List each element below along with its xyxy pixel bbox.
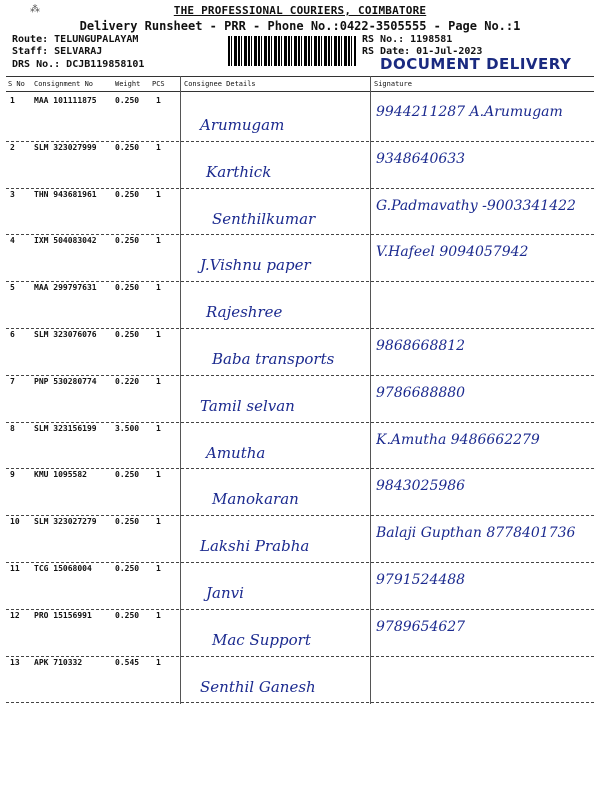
table-row-divider bbox=[6, 562, 594, 563]
row-signature: 9791524488 bbox=[376, 572, 466, 588]
column-divider bbox=[370, 76, 371, 704]
row-consignee-handwritten: Baba transports bbox=[212, 350, 335, 368]
row-consignment-number: SLM 323027999 bbox=[34, 142, 97, 152]
row-consignment-number: TCG 15068004 bbox=[34, 564, 92, 573]
row-consignee-handwritten: J.Vishnu paper bbox=[200, 256, 311, 275]
row-pieces: 1 bbox=[156, 564, 161, 573]
table-row-divider bbox=[6, 609, 594, 610]
row-consignee-handwritten: Arumugam bbox=[200, 116, 285, 134]
table-row-divider bbox=[6, 702, 594, 703]
row-sno: 5 bbox=[10, 283, 15, 293]
table-row-divider bbox=[6, 188, 594, 189]
header-bottom-rule bbox=[6, 91, 594, 92]
row-sno: 12 bbox=[10, 610, 20, 620]
row-sno: 10 bbox=[10, 517, 20, 527]
row-pieces: 1 bbox=[156, 657, 161, 667]
row-sno: 7 bbox=[10, 376, 15, 386]
table-row-divider bbox=[6, 656, 594, 657]
row-consignment-number: IXM 504083042 bbox=[34, 236, 97, 246]
table-row-divider bbox=[6, 281, 594, 282]
row-weight: 0.250 bbox=[115, 96, 140, 105]
row-consignee-handwritten: Tamil selvan bbox=[200, 396, 295, 415]
row-sno: 6 bbox=[10, 330, 15, 339]
row-pieces: 1 bbox=[156, 517, 161, 527]
row-consignee-handwritten: Karthick bbox=[206, 162, 272, 181]
table-row-divider bbox=[6, 328, 594, 329]
row-consignee-handwritten: Senthil Ganesh bbox=[200, 677, 316, 696]
row-weight: 0.250 bbox=[115, 236, 140, 246]
row-sno: 1 bbox=[10, 96, 15, 105]
table-row-divider bbox=[6, 515, 594, 516]
runsheet-subtitle: Delivery Runsheet - PRR - Phone No.:0422-3505555 - Page No.:1 bbox=[79, 19, 521, 33]
row-weight: 0.250 bbox=[115, 517, 140, 527]
row-signature: K.Amutha 9486662279 bbox=[376, 431, 540, 448]
row-signature: 9868668812 bbox=[376, 338, 466, 354]
row-consignment-number: SLM 323156199 bbox=[34, 423, 97, 433]
table-row-divider bbox=[6, 422, 594, 423]
staff-label: Staff: SELVARAJ bbox=[12, 46, 103, 57]
col-weight: Weight bbox=[115, 80, 141, 88]
row-weight: 0.250 bbox=[115, 189, 140, 199]
row-signature: 9843025986 bbox=[376, 478, 466, 495]
col-sno: S No bbox=[8, 80, 25, 88]
row-weight: 0.250 bbox=[115, 470, 140, 480]
row-pieces: 1 bbox=[156, 236, 161, 246]
row-pieces: 1 bbox=[156, 142, 161, 152]
table-row-divider bbox=[6, 468, 594, 469]
row-weight: 0.250 bbox=[115, 610, 140, 620]
row-weight: 0.545 bbox=[115, 657, 140, 667]
rs-number: RS No.: 1198581 bbox=[362, 34, 453, 45]
drs-number: DRS No.: DCJB119858101 bbox=[12, 59, 145, 70]
row-weight: 0.250 bbox=[115, 283, 140, 293]
row-sno: 8 bbox=[10, 423, 15, 433]
row-sno: 11 bbox=[10, 564, 20, 573]
row-weight: 0.250 bbox=[115, 330, 140, 339]
row-sno: 2 bbox=[10, 142, 15, 152]
document-type-stamp: DOCUMENT DELIVERY bbox=[380, 55, 572, 73]
row-consignment-number: APK 710332 bbox=[34, 657, 83, 667]
table-row-divider bbox=[6, 375, 594, 376]
column-divider bbox=[180, 76, 181, 704]
row-sno: 9 bbox=[10, 470, 15, 480]
col-consignee: Consignee Details bbox=[184, 80, 256, 88]
row-pieces: 1 bbox=[156, 283, 161, 293]
row-pieces: 1 bbox=[156, 470, 161, 480]
col-pcs: PCS bbox=[152, 80, 165, 88]
row-consignment-number: THN 943681961 bbox=[34, 189, 97, 199]
row-sno: 4 bbox=[10, 236, 15, 246]
row-weight: 3.500 bbox=[115, 423, 140, 433]
row-sno: 3 bbox=[10, 189, 15, 199]
row-weight: 0.250 bbox=[115, 142, 140, 152]
row-pieces: 1 bbox=[156, 610, 161, 620]
row-sno: 13 bbox=[10, 657, 20, 667]
row-signature: V.Hafeel 9094057942 bbox=[376, 244, 529, 261]
row-consignee-handwritten: Senthilkumar bbox=[212, 209, 316, 228]
row-consignment-number: PNP 530280774 bbox=[34, 376, 97, 386]
row-consignee-handwritten: Amutha bbox=[206, 443, 266, 462]
row-signature: 9944211287 A.Arumugam bbox=[376, 104, 563, 120]
row-consignee-handwritten: Janvi bbox=[206, 584, 244, 602]
row-pieces: 1 bbox=[156, 189, 161, 199]
row-consignment-number: MAA 101111875 bbox=[34, 96, 97, 105]
row-pieces: 1 bbox=[156, 96, 161, 105]
header-top-rule bbox=[6, 76, 594, 77]
row-pieces: 1 bbox=[156, 330, 161, 339]
row-weight: 0.250 bbox=[115, 564, 140, 573]
row-consignment-number: MAA 299797631 bbox=[34, 283, 97, 293]
row-consignment-number: KMU 1095582 bbox=[34, 470, 87, 480]
company-title: THE PROFESSIONAL COURIERS, COIMBATORE bbox=[173, 4, 427, 17]
row-consignee-handwritten: Mac Support bbox=[212, 630, 311, 649]
row-pieces: 1 bbox=[156, 423, 161, 433]
row-signature: Balaji Gupthan 8778401736 bbox=[376, 525, 576, 542]
row-pieces: 1 bbox=[156, 376, 161, 386]
route-label: Route: TELUNGUPALAYAM bbox=[12, 34, 139, 45]
row-consignee-handwritten: Rajeshree bbox=[206, 303, 283, 322]
table-row-divider bbox=[6, 141, 594, 142]
row-consignee-handwritten: Manokaran bbox=[212, 490, 299, 509]
corner-mark-icon: ⁂ bbox=[30, 4, 40, 15]
row-consignment-number: SLM 323027279 bbox=[34, 517, 97, 527]
row-signature: 9789654627 bbox=[376, 618, 466, 635]
table-row-divider bbox=[6, 234, 594, 235]
row-consignee-handwritten: Lakshi Prabha bbox=[200, 537, 310, 556]
rs-date: RS Date: 01-Jul-2023 bbox=[362, 46, 483, 57]
barcode bbox=[228, 36, 356, 66]
row-signature: G.Padmavathy -9003341422 bbox=[376, 197, 576, 214]
row-signature: 9348640633 bbox=[376, 150, 466, 167]
row-consignment-number: SLM 323076076 bbox=[34, 330, 97, 339]
col-signature: Signature bbox=[374, 80, 412, 88]
col-consignment: Consignment No bbox=[34, 80, 94, 88]
row-signature: 9786688880 bbox=[376, 384, 466, 401]
row-weight: 0.220 bbox=[115, 376, 140, 386]
row-consignment-number: PRO 15156991 bbox=[34, 610, 92, 620]
